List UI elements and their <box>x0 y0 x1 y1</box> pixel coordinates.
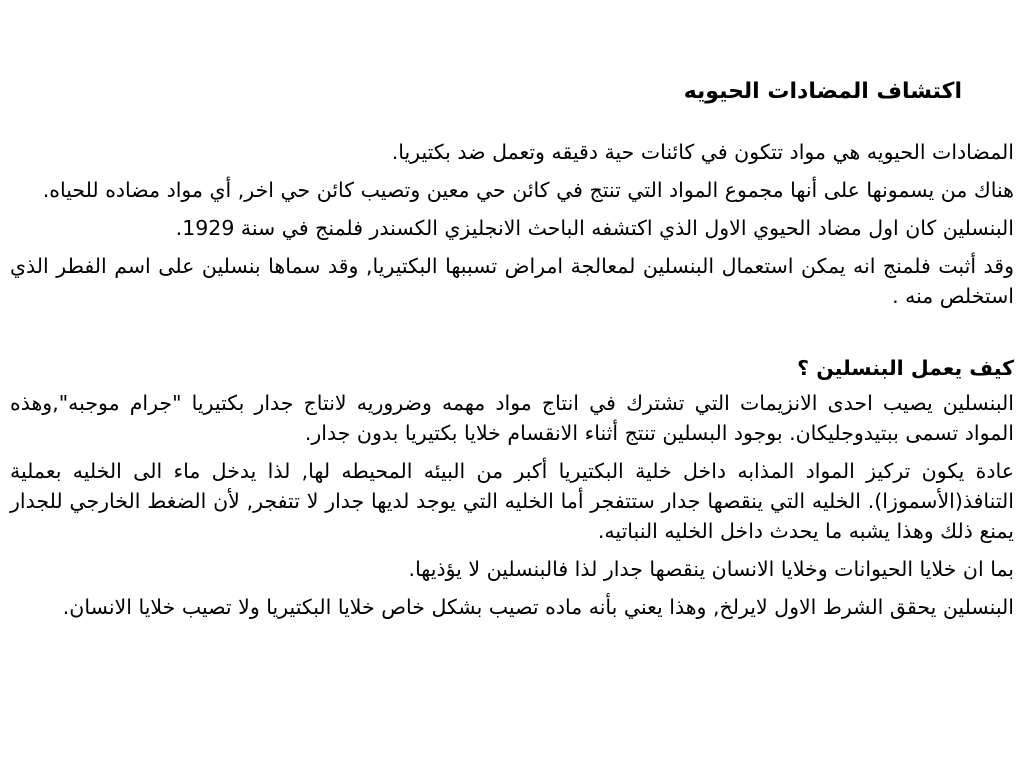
section-spacer <box>10 319 1014 352</box>
section-heading-how-it-works: كيف يعمل البنسلين ؟ <box>797 356 1014 380</box>
paragraph-osmosis: عادة يكون تركيز المواد المذابه داخل خلية البكتيريا أكبر من البيئه المحيطه لها, لذا يدخل ماء الى الخليه بعملية التنافذ(الأسموزا). الخليه التي ينقصها جدار ستتفجر أما الخليه التي يوجد لديها جدار لا تتفجر, لأن الضغط الخارجي للجدار يمنع ذلك وهذا يشبه ما يحدث داخل الخليه النباتيه. <box>10 459 1014 543</box>
document-body <box>10 137 1014 630</box>
page-title: اكتشاف المضادات الحيويه <box>683 79 962 104</box>
paragraph-alternative-definition: هناك من يسمونها على أنها مجموع المواد التي تنتج في كائن حي معين وتصيب كائن حي اخر, أي مواد مضاده للحياه. <box>42 178 1014 202</box>
paragraph-human-cells: بما ان خلايا الحيوانات وخلايا الانسان ينقصها جدار لذا فالبنسلين لا يؤذيها. <box>408 557 1014 581</box>
paragraph-enzyme-mechanism: البنسلين يصيب احدى الانزيمات التي تشترك في انتاج مواد مهمه وضروريه لانتاج جدار بكتيريا "جرام موجبه",وهذه المواد تسمى ببتيدوجليكان. بوجود البسلين تنتج أثناء الانقسام خلايا بكتيريا بدون جدار. <box>10 391 1014 445</box>
paragraph-fleming-proof: وقد أثبت فلمنج انه يمكن استعمال البنسلين لمعالجة امراض تسببها البكتيريا, وقد سماها بنسلين على اسم الفطر الذي استخلص منه . <box>10 254 1014 308</box>
paragraph-penicillin-discovery: البنسلين كان اول مضاد الحيوي الاول الذي اكتشفه الباحث الانجليزي الكسندر فلمنج في سنة 1929. <box>175 216 1014 240</box>
paragraph-definition: المضادات الحيويه هي مواد تتكون في كائنات حية دقيقه وتعمل ضد بكتيريا. <box>391 140 1014 164</box>
paragraph-ehrlich-condition: البنسلين يحقق الشرط الاول لايرلخ, وهذا يعني بأنه ماده تصيب بشكل خاص خلايا البكتيريا ولا تصيب خلايا الانسان. <box>62 595 1014 619</box>
